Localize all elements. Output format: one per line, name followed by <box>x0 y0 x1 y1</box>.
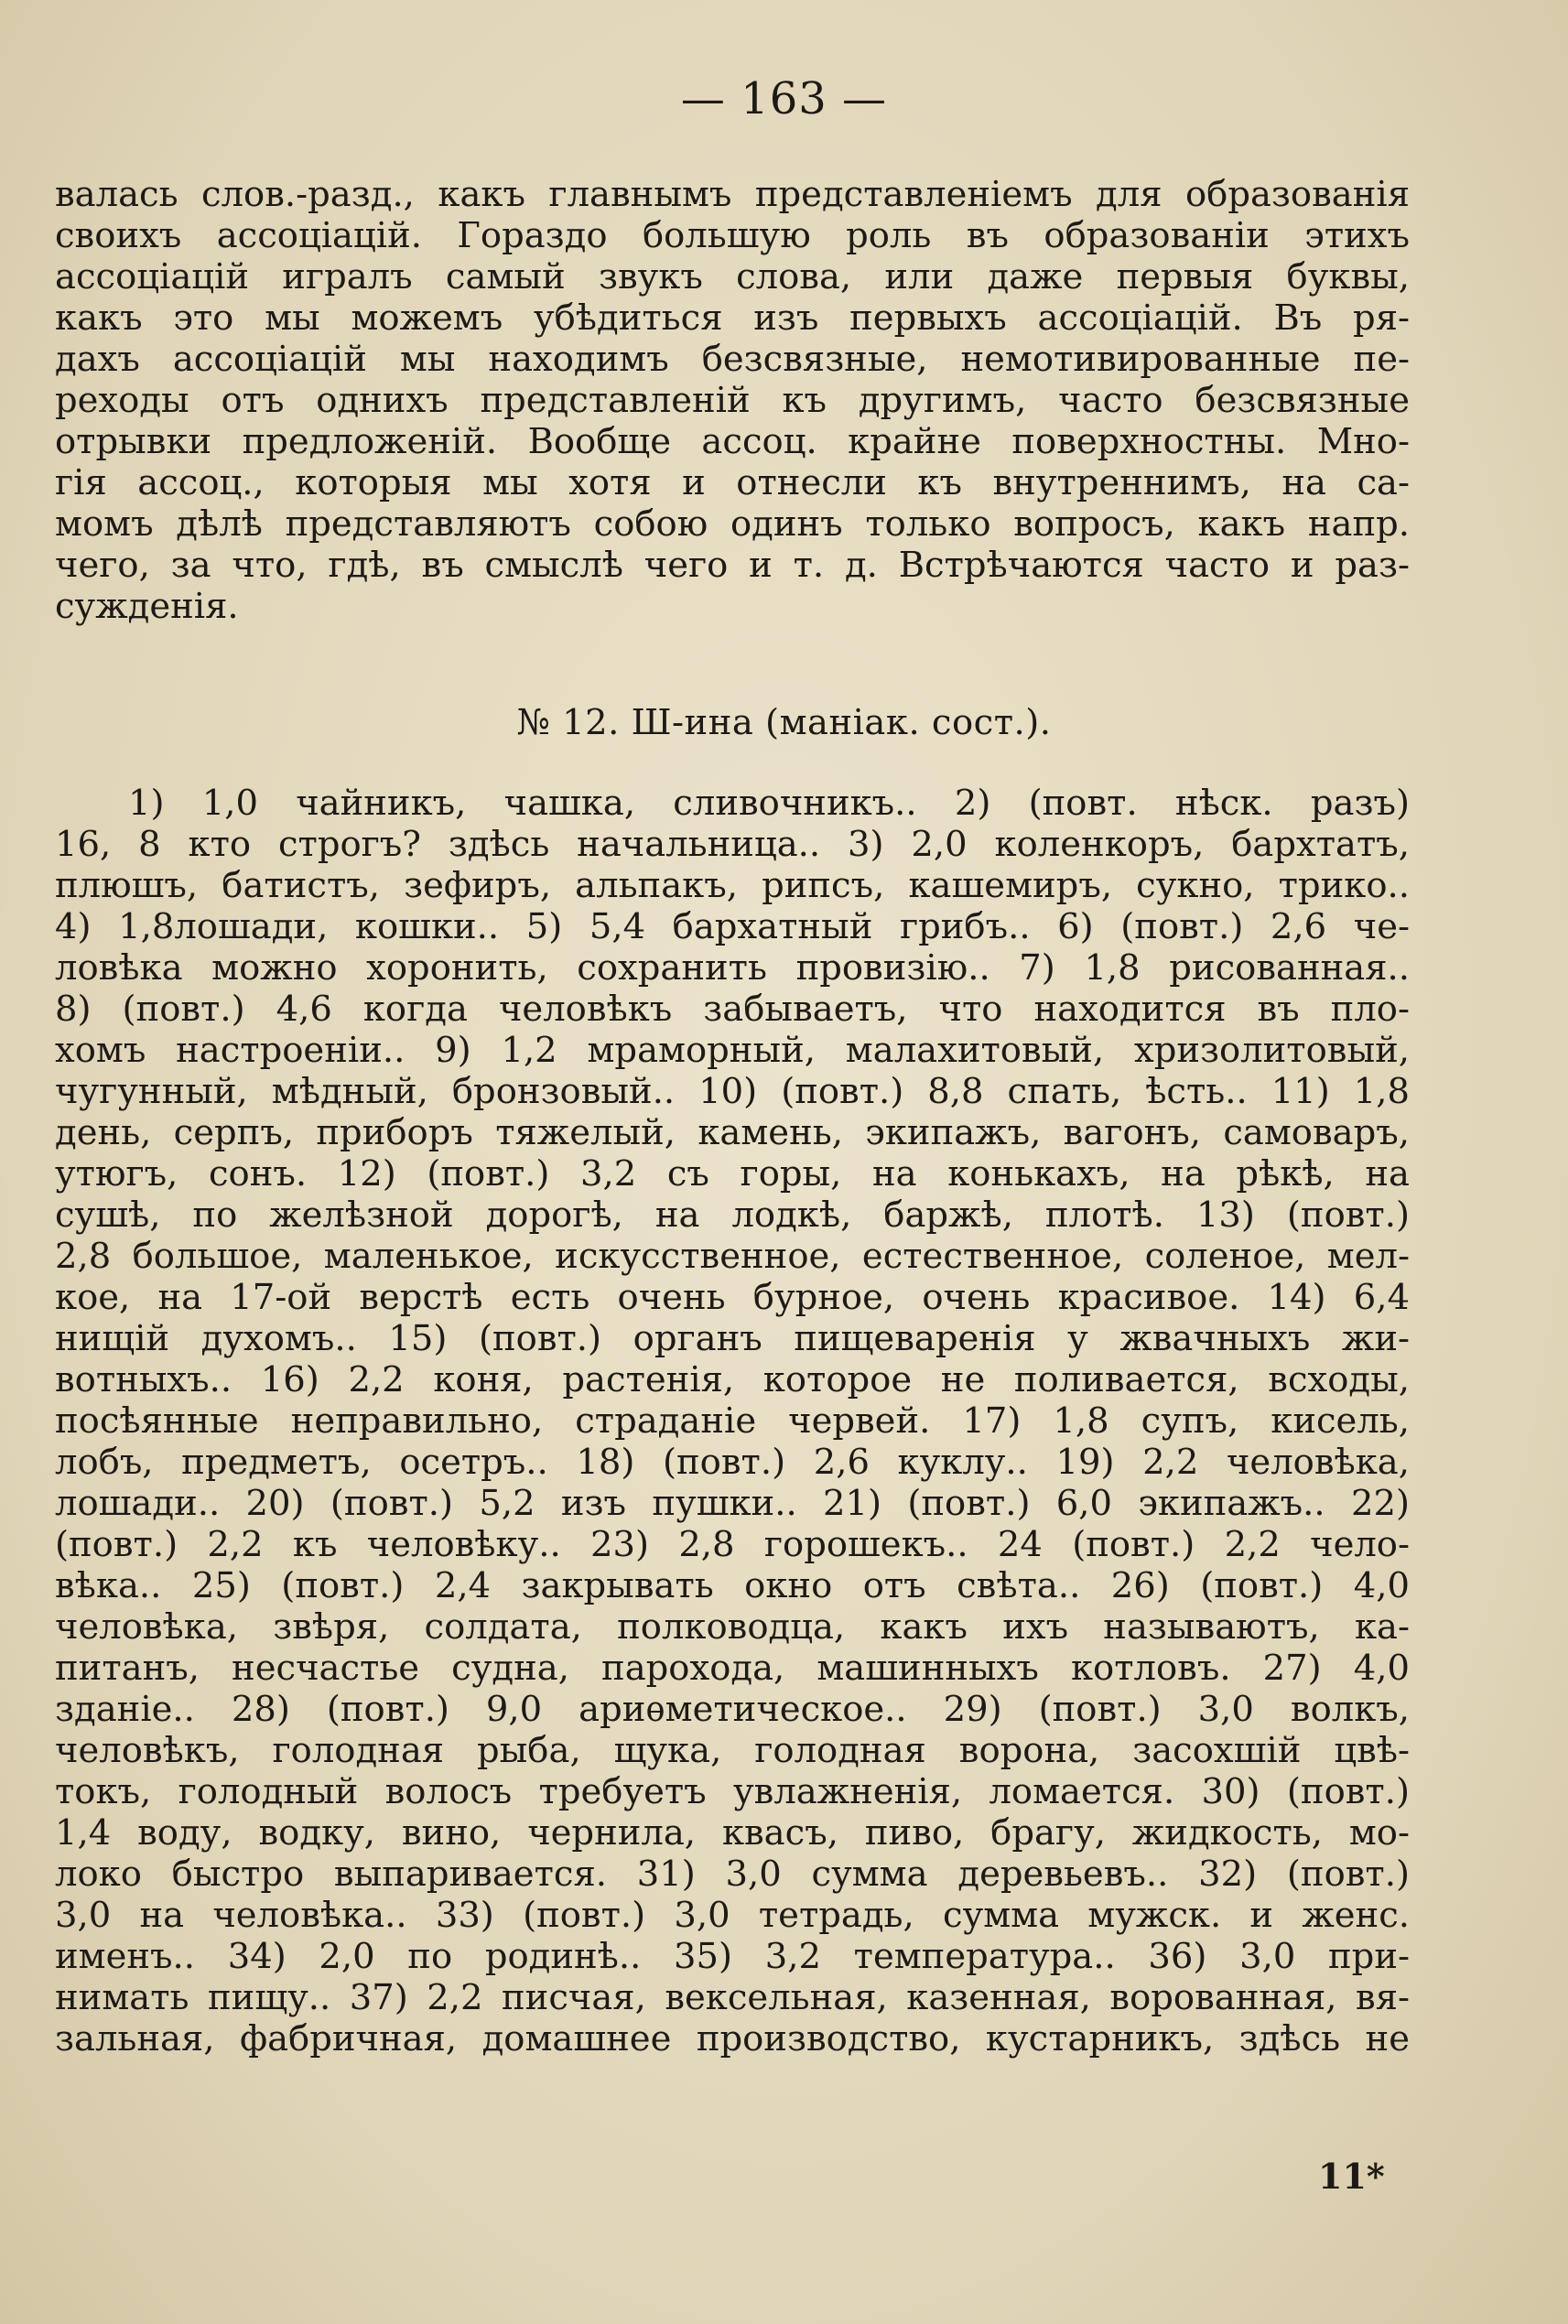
text-line: гія ассоц., которыя мы хотя и отнесли къ внутреннимъ, на са- <box>55 462 1410 503</box>
text-line: питанъ, несчастье судна, парохода, машинныхъ котловъ. 27) 4,0 <box>55 1648 1410 1689</box>
text-line: зданіе.. 28) (повт.) 9,0 ариѳметическое.. 29) (повт.) 3,0 волкъ, <box>55 1689 1410 1730</box>
text-line: чугунный, мѣдный, бронзовый.. 10) (повт.) 8,8 спать, ѣсть.. 11) 1,8 <box>55 1071 1410 1112</box>
text-line: нимать пищу.. 37) 2,2 писчая, вексельная, казенная, ворованная, вя- <box>55 1977 1410 2018</box>
text-line: утюгъ, сонъ. 12) (повт.) 3,2 съ горы, на конькахъ, на рѣкѣ, на <box>55 1153 1410 1194</box>
text-line: 3,0 на человѣка.. 33) (повт.) 3,0 тетрадь, сумма мужск. и женс. <box>55 1895 1410 1936</box>
text-line: лобъ, предметъ, осетръ.. 18) (повт.) 2,6 куклу.. 19) 2,2 человѣка, <box>55 1442 1410 1483</box>
text-line: 16, 8 кто строгъ? здѣсь начальница.. 3) 2,0 коленкоръ, бархтатъ, <box>55 824 1410 865</box>
text-line: ассоціацій игралъ самый звукъ слова, или даже первыя буквы, <box>55 256 1410 297</box>
text-line: отрывки предложеній. Вообще ассоц. крайне поверхностны. Мно- <box>55 421 1410 462</box>
text-line: вѣка.. 25) (повт.) 2,4 закрывать окно отъ свѣта.. 26) (повт.) 4,0 <box>55 1565 1410 1606</box>
paragraph-associations <box>55 783 1410 2059</box>
text-line: человѣкъ, голодная рыба, щука, голодная ворона, засохшій цвѣ- <box>55 1730 1410 1771</box>
text-line: 1,4 воду, водку, вино, чернила, квасъ, пиво, брагу, жидкость, мо- <box>55 1812 1410 1854</box>
text-line: зальная, фабричная, домашнее производство, кустарникъ, здѣсь не <box>55 2018 1410 2059</box>
text-line: момъ дѣлѣ представляютъ собою одинъ только вопросъ, какъ напр. <box>55 503 1410 545</box>
text-line: дахъ ассоціацій мы находимъ безсвязные, немотивированные пе- <box>55 339 1410 380</box>
text-line: нищій духомъ.. 15) (повт.) органъ пищеваренія у жвачныхъ жи- <box>55 1318 1410 1359</box>
text-line: реходы отъ однихъ представленій къ другимъ, часто безсвязные <box>55 380 1410 421</box>
text-line: сушѣ, по желѣзной дорогѣ, на лодкѣ, баржѣ, плотѣ. 13) (повт.) <box>55 1194 1410 1236</box>
text-line: чего, за что, гдѣ, въ смыслѣ чего и т. д. Встрѣчаются часто и раз- <box>55 545 1410 586</box>
text-line: токъ, голодный волосъ требуетъ увлажненія, ломается. 30) (повт.) <box>55 1771 1410 1812</box>
text-line: валась слов.-разд., какъ главнымъ представленіемъ для образованія <box>55 174 1410 215</box>
text-line: лошади.. 20) (повт.) 5,2 изъ пушки.. 21) (повт.) 6,0 экипажъ.. 22) <box>55 1483 1410 1524</box>
text-line: сужденія. <box>55 586 239 627</box>
text-line: хомъ настроеніи.. 9) 1,2 мраморный, малахитовый, хризолитовый, <box>55 1030 1410 1071</box>
text-line: 4) 1,8лошади, кошки.. 5) 5,4 бархатный грибъ.. 6) (повт.) 2,6 че- <box>55 906 1410 947</box>
text-line: вотныхъ.. 16) 2,2 коня, растенія, которое не поливается, всходы, <box>55 1359 1410 1400</box>
printer-signature-mark: 11* <box>1318 2156 1385 2197</box>
text-line: (повт.) 2,2 къ человѣку.. 23) 2,8 горошекъ.. 24 (повт.) 2,2 чело- <box>55 1524 1410 1565</box>
text-line: посѣянные неправильно, страданіе червей. 17) 1,8 супъ, кисель, <box>55 1400 1410 1442</box>
page-number: — 163 — <box>680 73 888 124</box>
text-line: плюшъ, батистъ, зефиръ, альпакъ, рипсъ, кашемиръ, сукно, трико.. <box>55 865 1410 906</box>
text-line: ловѣка можно хоронить, сохранить провизію.. 7) 1,8 рисованная.. <box>55 947 1410 989</box>
text-line: 2,8 большое, маленькое, искусственное, естественное, соленое, мел- <box>55 1236 1410 1277</box>
text-line: какъ это мы можемъ убѣдиться изъ первыхъ ассоціацій. Въ ря- <box>55 297 1410 339</box>
text-line: именъ.. 34) 2,0 по родинѣ.. 35) 3,2 температура.. 36) 3,0 при- <box>55 1936 1410 1977</box>
text-line: локо быстро выпаривается. 31) 3,0 сумма деревьевъ.. 32) (повт.) <box>55 1854 1410 1895</box>
text-line: день, серпъ, приборъ тяжелый, камень, экипажъ, вагонъ, самоваръ, <box>55 1112 1410 1153</box>
text-line: своихъ ассоціацій. Гораздо большую роль въ образованіи этихъ <box>55 215 1410 256</box>
case-heading: № 12. Ш-ина (маніак. сост.). <box>516 702 1052 743</box>
paragraph-continuation <box>55 174 1410 627</box>
text-line: человѣка, звѣря, солдата, полководца, какъ ихъ называютъ, ка- <box>55 1606 1410 1648</box>
text-line: 8) (повт.) 4,6 когда человѣкъ забываетъ, что находится въ пло- <box>55 989 1410 1030</box>
text-line: 1) 1,0 чайникъ, чашка, сливочникъ.. 2) (повт. нѣск. разъ) <box>128 783 1410 824</box>
text-line: кое, на 17-ой верстѣ есть очень бурное, очень красивое. 14) 6,4 <box>55 1277 1410 1318</box>
